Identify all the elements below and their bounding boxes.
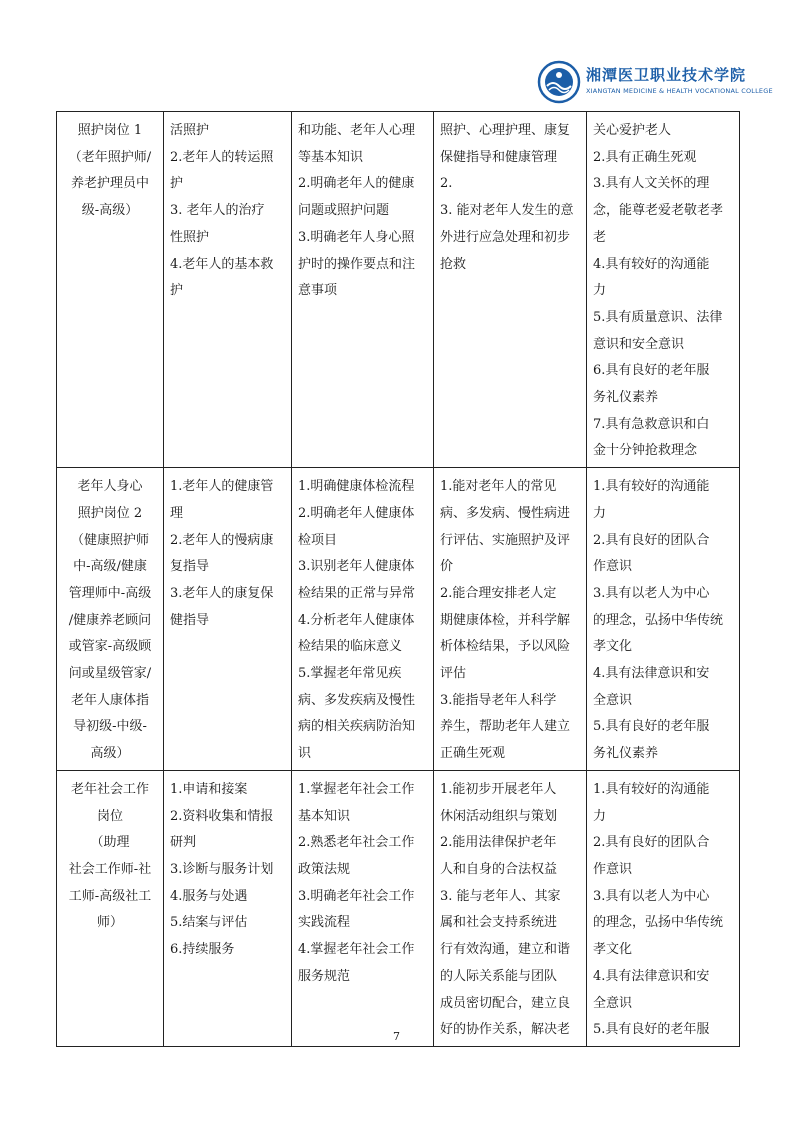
cell-line: 护 bbox=[170, 283, 184, 299]
cell-line: 2.资料收集和情报 bbox=[170, 808, 274, 824]
position-cell bbox=[57, 112, 164, 468]
cell-line: 的理念，弘扬中华传统 bbox=[593, 915, 724, 931]
cell-line: 关心爱护老人 bbox=[593, 123, 672, 138]
cell-line: 析体检结果，予以风险 bbox=[440, 639, 571, 655]
knowledge-cell bbox=[292, 770, 434, 1046]
cell-line: 念，能尊老爱老敬老孝 bbox=[593, 203, 724, 219]
cell-line: 养老护理员中 bbox=[70, 176, 149, 192]
quality-cell bbox=[587, 770, 740, 1046]
cell-line: 保健指导和健康管理 bbox=[440, 149, 558, 165]
cell-line: 1.老年人的健康管 bbox=[170, 479, 274, 495]
cell-line: 5.掌握老年常见疾 bbox=[298, 666, 402, 682]
cell-line: 好的协作关系，解决老 bbox=[440, 1022, 571, 1038]
cell-line: 的理念，弘扬中华传统 bbox=[593, 612, 724, 628]
cell-line: 养生，帮助老年人建立 bbox=[440, 719, 571, 735]
position-cell bbox=[57, 770, 164, 1046]
cell-line: 作意识 bbox=[593, 559, 633, 575]
cell-line: 2.老年人的转运照 bbox=[170, 149, 274, 165]
cell-line: 评估 bbox=[440, 666, 467, 682]
cell-line: 3.识别老年人健康体 bbox=[298, 559, 415, 575]
cell-line: （老年照护师/ bbox=[68, 149, 152, 165]
cell-line: 4.服务与处遇 bbox=[170, 888, 248, 904]
cell-line: 6.持续服务 bbox=[170, 942, 235, 958]
cell-line: 3.老年人的康复保 bbox=[170, 585, 274, 601]
cell-line: 1.能对老年人的常见 bbox=[440, 479, 557, 495]
cell-line: 人和自身的合法权益 bbox=[440, 861, 558, 877]
cell-line: 全意识 bbox=[593, 692, 633, 708]
cell-line: 3. 能与老年人、其家 bbox=[440, 888, 561, 904]
cell-line: 服务规范 bbox=[298, 968, 351, 984]
cell-line: 孝文化 bbox=[593, 942, 633, 958]
cell-line: 病、多发病、慢性病进 bbox=[440, 505, 571, 521]
knowledge-cell bbox=[292, 112, 434, 468]
tasks-cell bbox=[164, 112, 292, 468]
cell-line: 检结果的正常与异常 bbox=[298, 585, 416, 601]
cell-line: 理 bbox=[170, 505, 184, 521]
cell-line: 2.明确老年人健康体 bbox=[298, 505, 415, 521]
cell-line: 等基本知识 bbox=[298, 149, 364, 165]
cell-line: 4.分析老年人健康体 bbox=[298, 612, 415, 628]
cell-line: 2.老年人的慢病康 bbox=[170, 532, 274, 548]
quality-cell bbox=[587, 112, 740, 468]
cell-line: 检结果的临床意义 bbox=[298, 639, 403, 655]
cell-line: 的人际关系能与团队 bbox=[440, 968, 558, 984]
cell-line: 1.能初步开展老年人 bbox=[440, 781, 557, 797]
cell-line: 3.明确老年人身心照 bbox=[298, 229, 415, 245]
cell-line: 休闲活动组织与策划 bbox=[440, 808, 558, 824]
cell-line: 2.具有良好的团队合 bbox=[593, 532, 710, 548]
cell-line: 4.具有较好的沟通能 bbox=[593, 256, 710, 272]
cell-line: 3.明确老年社会工作 bbox=[298, 888, 415, 904]
cell-line: 社会工作师-社 bbox=[68, 861, 152, 877]
cell-line: 价 bbox=[440, 559, 454, 575]
cell-line: 病、多发疾病及慢性 bbox=[298, 692, 416, 708]
cell-line: 4.老年人的基本救 bbox=[170, 256, 274, 272]
cell-line: 外进行应急处理和初步 bbox=[440, 229, 571, 245]
table-row bbox=[57, 770, 740, 1046]
cell-line: 2.具有正确生死观 bbox=[593, 149, 697, 165]
cell-line: 识 bbox=[298, 746, 312, 762]
skills-cell bbox=[434, 468, 587, 771]
cell-line: 问或星级管家/ bbox=[68, 666, 152, 682]
cell-line: 务礼仪素养 bbox=[593, 390, 659, 406]
cell-line: 性照护 bbox=[170, 229, 210, 245]
cell-line: 2.能合理安排老人定 bbox=[440, 585, 557, 601]
cell-line: 全意识 bbox=[593, 995, 633, 1011]
cell-line: 中-高级/健康 bbox=[73, 559, 147, 575]
cell-line: 基本知识 bbox=[298, 808, 351, 824]
cell-line: 2. bbox=[440, 176, 453, 192]
cell-line: （助理 bbox=[90, 835, 130, 851]
cell-line: （健康照护师 bbox=[70, 532, 149, 548]
cell-line: 6.具有良好的老年服 bbox=[593, 363, 710, 379]
cell-line: 成员密切配合，建立良 bbox=[440, 995, 571, 1011]
cell-line: 复指导 bbox=[170, 559, 210, 575]
cell-line: 3. 能对老年人发生的意 bbox=[440, 203, 574, 219]
table-row bbox=[57, 468, 740, 771]
cell-line: 照护岗位 1 bbox=[77, 123, 143, 138]
cell-line: 师） bbox=[96, 915, 123, 931]
job-competency-table bbox=[56, 111, 740, 1047]
tasks-cell bbox=[164, 468, 292, 771]
cell-line: 力 bbox=[593, 808, 607, 824]
cell-line: /健康养老顾问 bbox=[68, 612, 152, 628]
cell-line: 作意识 bbox=[593, 861, 633, 877]
cell-line: 健指导 bbox=[170, 612, 210, 628]
cell-line: 正确生死观 bbox=[440, 746, 506, 762]
cell-line: 行有效沟通，建立和谐 bbox=[440, 942, 571, 958]
position-cell bbox=[57, 468, 164, 771]
cell-line: 1.具有较好的沟通能 bbox=[593, 781, 710, 797]
cell-line: 孝文化 bbox=[593, 639, 633, 655]
cell-line: 活照护 bbox=[170, 123, 210, 138]
cell-line: 1.具有较好的沟通能 bbox=[593, 479, 710, 495]
cell-line: 1.明确健康体检流程 bbox=[298, 479, 415, 495]
cell-line: 检项目 bbox=[298, 532, 338, 548]
cell-line: 和功能、老年人心理 bbox=[298, 123, 416, 138]
cell-line: 老年人康体指 bbox=[70, 692, 149, 708]
cell-line: 护 bbox=[170, 176, 184, 192]
college-name: 湘潭医卫职业技术学院 bbox=[586, 66, 747, 84]
cell-line: 抢救 bbox=[440, 256, 467, 272]
cell-line: 或管家-高级顾 bbox=[68, 639, 152, 655]
cell-line: 问题或照护问题 bbox=[298, 203, 390, 219]
quality-cell bbox=[587, 468, 740, 771]
cell-line: 老年人身心 bbox=[77, 479, 143, 495]
knowledge-cell bbox=[292, 468, 434, 771]
cell-line: 金十分钟抢救理念 bbox=[593, 443, 698, 459]
cell-line: 照护岗位 2 bbox=[77, 505, 143, 521]
cell-line: 意事项 bbox=[298, 283, 338, 299]
cell-line: 4.具有法律意识和安 bbox=[593, 968, 710, 984]
cell-line: 政策法规 bbox=[298, 861, 351, 877]
cell-line: 岗位 bbox=[96, 808, 123, 824]
cell-line: 行评估、实施照护及评 bbox=[440, 532, 571, 548]
cell-line: 2.具有良好的团队合 bbox=[593, 835, 710, 851]
cell-line: 护时的操作要点和注 bbox=[298, 256, 416, 272]
cell-line: 管理师中-高级 bbox=[68, 585, 152, 601]
cell-line: 1.掌握老年社会工作 bbox=[298, 781, 415, 797]
cell-line: 老年社会工作 bbox=[70, 781, 149, 797]
cell-line: 2.明确老年人的健康 bbox=[298, 176, 415, 192]
cell-line: 力 bbox=[593, 283, 607, 299]
cell-line: 实践流程 bbox=[298, 915, 351, 931]
cell-line: 5.具有质量意识、法律 bbox=[593, 309, 723, 325]
cell-line: 务礼仪素养 bbox=[593, 746, 659, 762]
cell-line: 3.具有以老人为中心 bbox=[593, 585, 710, 601]
cell-line: 级-高级） bbox=[81, 203, 139, 219]
college-english-name: XIANGTAN MEDICINE & HEALTH VOCATIONAL COLLEGE bbox=[586, 87, 773, 95]
cell-line: 导初级-中级- bbox=[73, 719, 147, 735]
cell-line: 力 bbox=[593, 505, 607, 521]
cell-line: 意识和安全意识 bbox=[593, 336, 685, 352]
cell-line: 3. 老年人的治疗 bbox=[170, 203, 265, 219]
cell-line: 3.诊断与服务计划 bbox=[170, 861, 274, 877]
skills-cell bbox=[434, 770, 587, 1046]
cell-line: 老 bbox=[593, 229, 607, 245]
table-row bbox=[57, 112, 740, 468]
cell-line: 4.具有法律意识和安 bbox=[593, 666, 710, 682]
cell-line: 3.具有人文关怀的理 bbox=[593, 176, 710, 192]
cell-line: 属和社会支持系统进 bbox=[440, 915, 558, 931]
cell-line: 5.具有良好的老年服 bbox=[593, 719, 710, 735]
cell-line: 2.熟悉老年社会工作 bbox=[298, 835, 415, 851]
cell-line: 3.具有以老人为中心 bbox=[593, 888, 710, 904]
cell-line: 2.能用法律保护老年 bbox=[440, 835, 557, 851]
cell-line: 期健康体检，并科学解 bbox=[440, 612, 571, 628]
cell-line: 4.掌握老年社会工作 bbox=[298, 942, 415, 958]
skills-cell bbox=[434, 112, 587, 468]
page-number: 7 bbox=[393, 1030, 400, 1043]
cell-line: 1.申请和接案 bbox=[170, 781, 248, 797]
cell-line: 5.结案与评估 bbox=[170, 915, 248, 931]
cell-line: 病的相关疾病防治知 bbox=[298, 719, 416, 735]
cell-line: 3.能指导老年人科学 bbox=[440, 692, 557, 708]
cell-line: 7.具有急救意识和白 bbox=[593, 416, 710, 432]
cell-line: 研判 bbox=[170, 835, 197, 851]
cell-line: 照护、心理护理、康复 bbox=[440, 123, 571, 138]
cell-line: 5.具有良好的老年服 bbox=[593, 1022, 710, 1038]
cell-line: 高级） bbox=[90, 746, 130, 762]
tasks-cell bbox=[164, 770, 292, 1046]
cell-line: 工师-高级社工 bbox=[68, 888, 152, 904]
